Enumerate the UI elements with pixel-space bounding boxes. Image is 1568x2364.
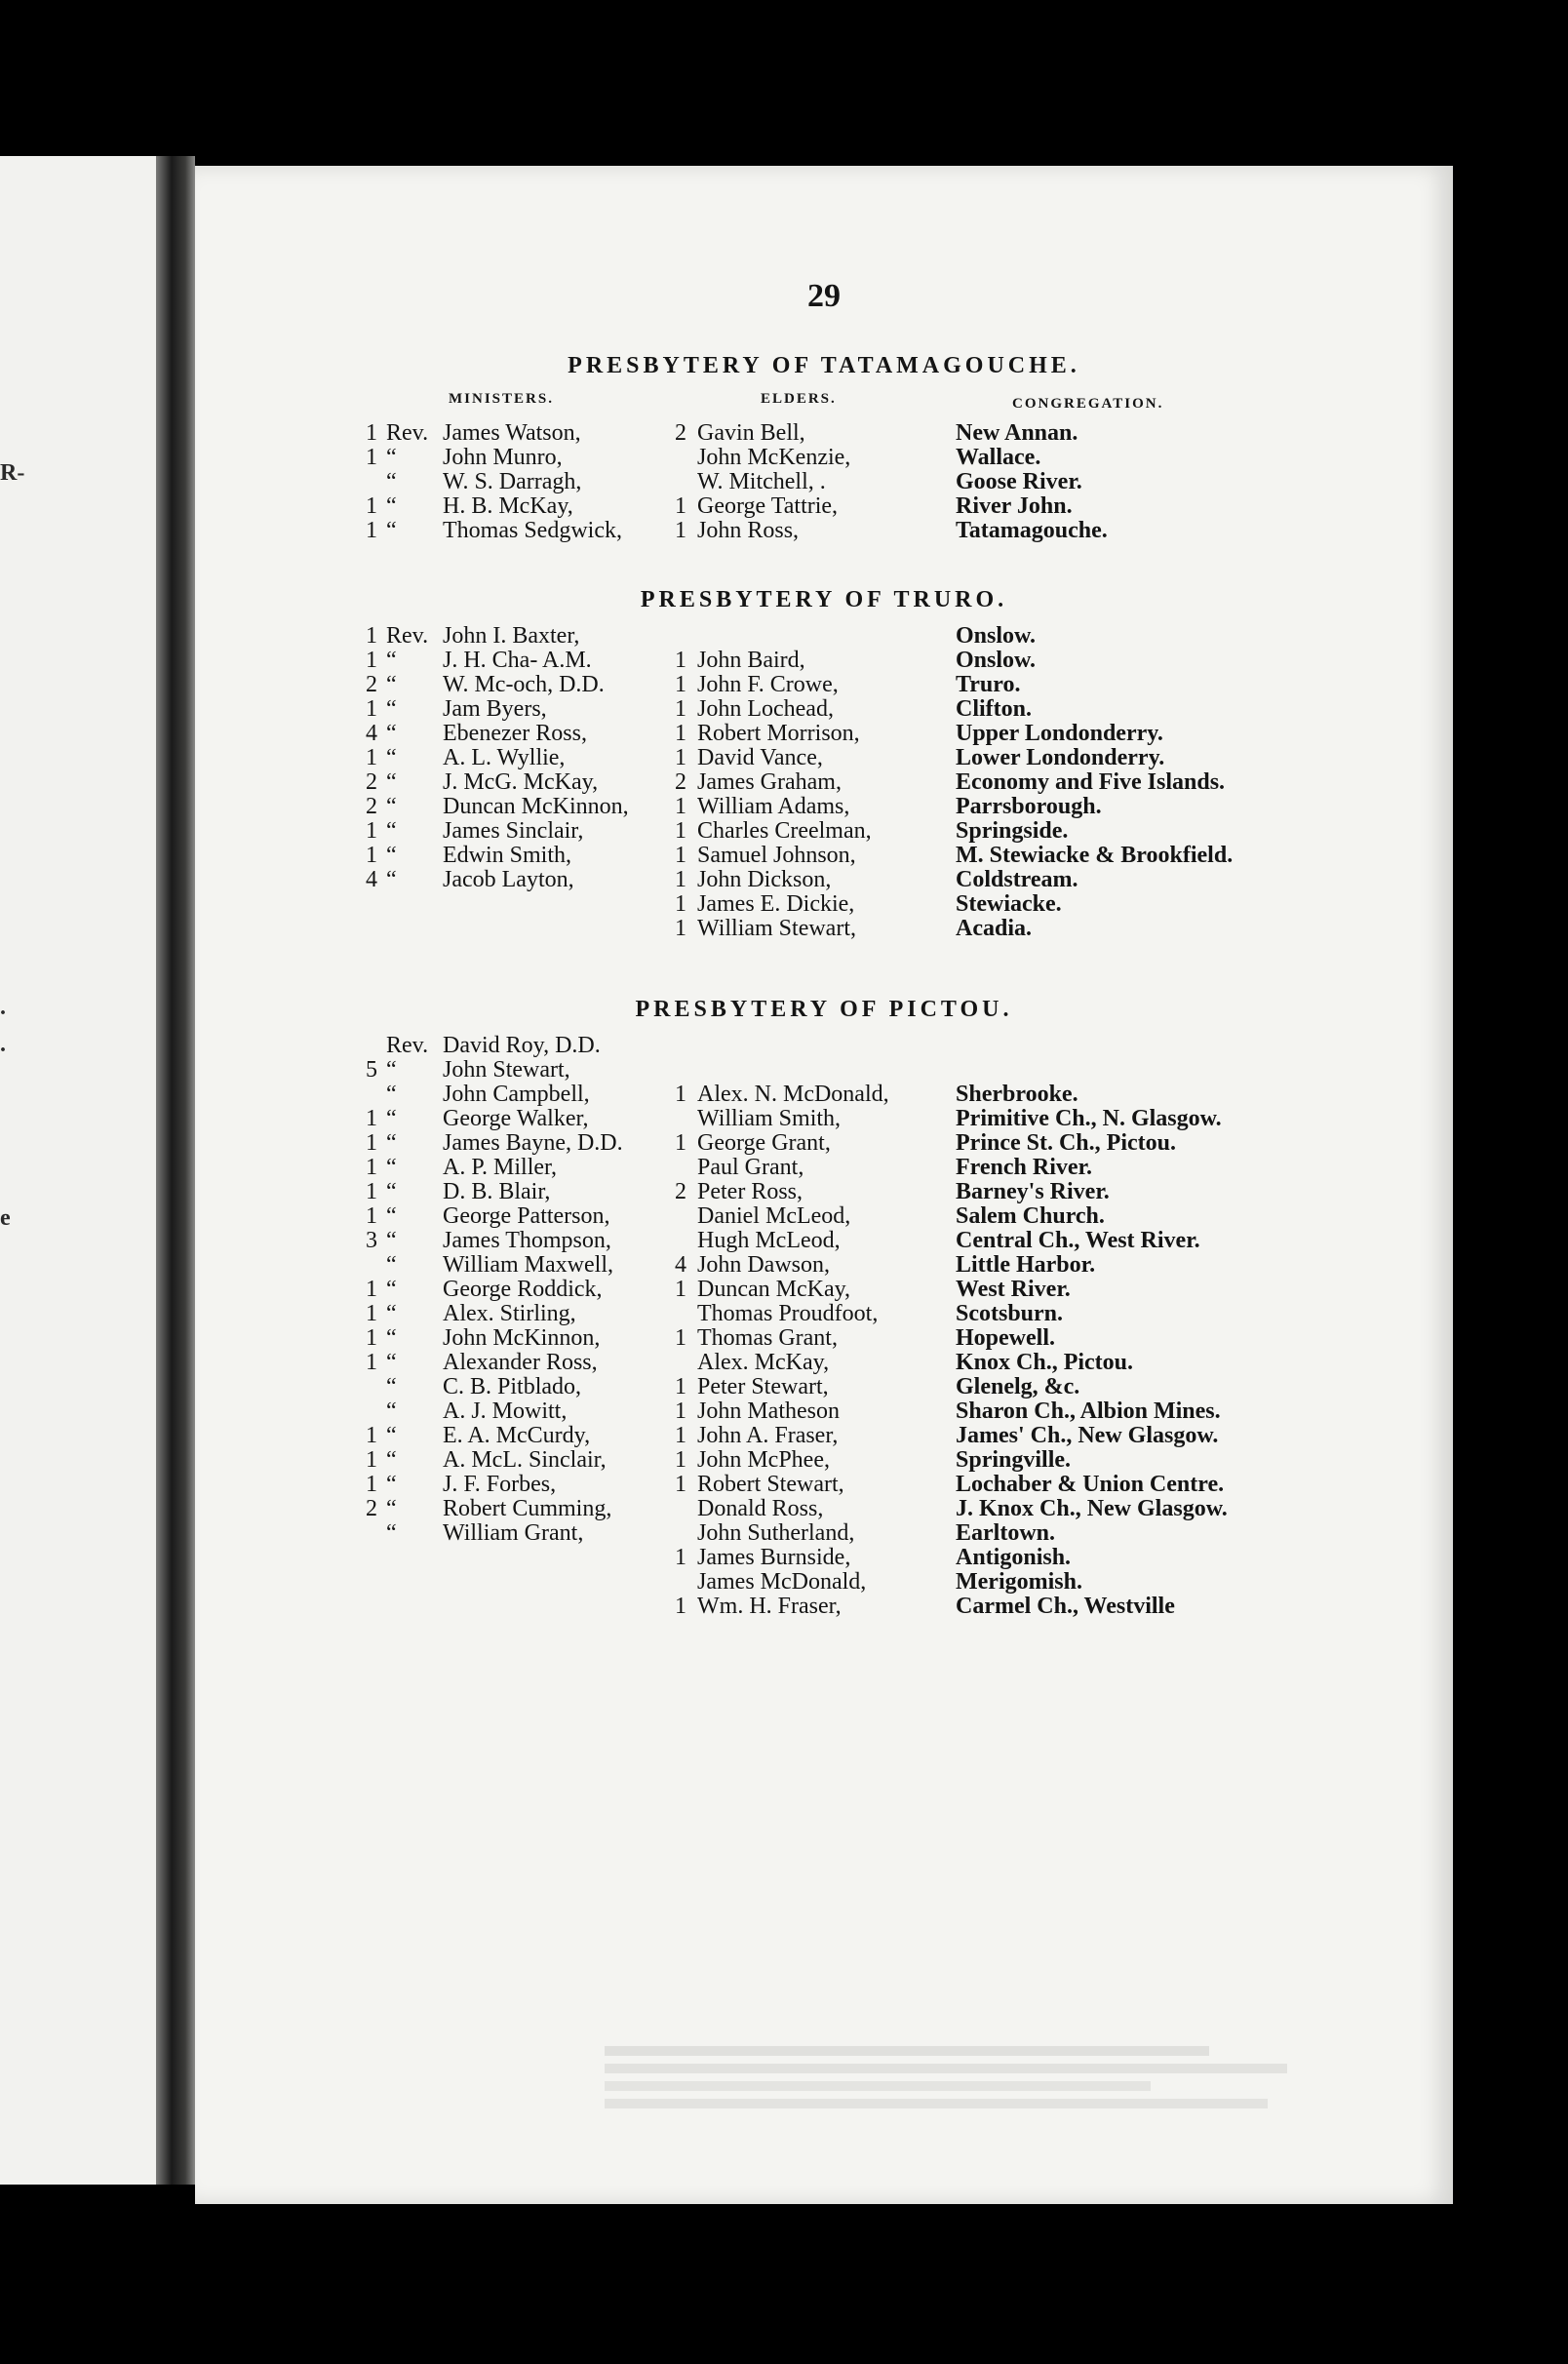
congregation-name: River John. — [956, 493, 1073, 519]
elder-name: William Adams, — [697, 794, 850, 819]
elder-name: John Ross, — [697, 518, 800, 543]
table-row — [195, 1375, 1453, 1399]
elder-name: John A. Fraser, — [697, 1423, 839, 1448]
rev-prefix: “ — [386, 1228, 397, 1253]
congregation-name: Sherbrooke. — [956, 1082, 1078, 1107]
rev-prefix: “ — [386, 1130, 397, 1156]
rev-prefix: “ — [386, 1496, 397, 1521]
congregation-name: Wallace. — [956, 445, 1041, 470]
table-row — [195, 697, 1453, 722]
table-row — [195, 1570, 1453, 1595]
table-row — [195, 917, 1453, 941]
table-row — [195, 649, 1453, 673]
elder-count: 1 — [675, 891, 686, 917]
elder-name: James E. Dickie, — [697, 891, 855, 917]
rev-prefix: Rev. — [386, 420, 429, 446]
minister-count: 1 — [366, 1277, 377, 1302]
congregation-name: Tatamagouche. — [956, 518, 1108, 543]
elder-name: David Vance, — [697, 745, 823, 770]
minister-name: Alexander Ross, — [443, 1350, 598, 1375]
minister-name: George Patterson, — [443, 1203, 610, 1229]
rev-prefix: “ — [386, 843, 397, 868]
congregation-name: Stewiacke. — [956, 891, 1062, 917]
rev-prefix: “ — [386, 1374, 397, 1399]
elder-name: James Burnside, — [697, 1545, 851, 1570]
rev-prefix: “ — [386, 1472, 397, 1497]
elder-name: William Smith, — [697, 1106, 842, 1131]
congregation-name: J. Knox Ch., New Glasgow. — [956, 1496, 1228, 1521]
facing-page-fragment: . — [0, 1032, 6, 1057]
minister-name: A. J. Mowitt, — [443, 1399, 568, 1424]
table-row — [195, 1034, 1453, 1058]
congregation-name: Springside. — [956, 818, 1069, 844]
facing-page-fragment: R- — [0, 460, 25, 486]
elder-count: 2 — [675, 1179, 686, 1204]
minister-name: James Watson, — [443, 420, 581, 446]
minister-count: 1 — [366, 623, 377, 649]
elder-count: 1 — [675, 1545, 686, 1570]
rev-prefix: “ — [386, 1155, 397, 1180]
table-row — [195, 624, 1453, 649]
minister-name: D. B. Blair, — [443, 1179, 551, 1204]
minister-name: C. B. Pitblado, — [443, 1374, 582, 1399]
congregation-name: Onslow. — [956, 648, 1037, 673]
minister-count: 1 — [366, 1325, 377, 1351]
minister-name: J. F. Forbes, — [443, 1472, 557, 1497]
congregation-name: Little Harbor. — [956, 1252, 1096, 1278]
rev-prefix: “ — [386, 518, 397, 543]
minister-count: 1 — [366, 818, 377, 844]
table-row — [195, 1180, 1453, 1204]
minister-count: 1 — [366, 518, 377, 543]
rev-prefix: “ — [386, 1277, 397, 1302]
minister-name: George Roddick, — [443, 1277, 603, 1302]
congregation-name: Clifton. — [956, 696, 1032, 722]
elder-name: John Dawson, — [697, 1252, 830, 1278]
table-row — [195, 722, 1453, 746]
table-row — [195, 1399, 1453, 1424]
rev-prefix: Rev. — [386, 623, 429, 649]
congregation-name: Upper Londonderry. — [956, 721, 1163, 746]
rev-prefix: “ — [386, 1350, 397, 1375]
minister-name: John Munro, — [443, 445, 563, 470]
table-row — [195, 421, 1453, 446]
minister-count: 4 — [366, 867, 377, 892]
elder-name: James Graham, — [697, 769, 842, 795]
minister-name: William Maxwell, — [443, 1252, 613, 1278]
minister-name: William Grant, — [443, 1520, 584, 1546]
elder-name: Hugh McLeod, — [697, 1228, 841, 1253]
congregation-name: Parrsborough. — [956, 794, 1102, 819]
minister-name: Thomas Sedgwick, — [443, 518, 622, 543]
minister-name: Duncan McKinnon, — [443, 794, 629, 819]
column-header-elders: ELDERS. — [761, 391, 837, 407]
minister-name: James Bayne, D.D. — [443, 1130, 623, 1156]
table-row — [195, 1595, 1453, 1619]
elder-count: 1 — [675, 1594, 686, 1619]
elder-count: 1 — [675, 745, 686, 770]
minister-name: H. B. McKay, — [443, 493, 573, 519]
table-row — [195, 519, 1453, 543]
rev-prefix: “ — [386, 1447, 397, 1473]
minister-count: 1 — [366, 1203, 377, 1229]
rev-prefix: “ — [386, 445, 397, 470]
minister-count: 1 — [366, 1423, 377, 1448]
elder-count: 1 — [675, 1423, 686, 1448]
elder-name: John McKenzie, — [697, 445, 851, 470]
elder-name: W. Mitchell, . — [697, 469, 826, 494]
congregation-name: M. Stewiacke & Brookfield. — [956, 843, 1234, 868]
elder-count: 2 — [675, 769, 686, 795]
minister-count: 1 — [366, 745, 377, 770]
minister-count: 1 — [366, 1155, 377, 1180]
elder-count: 1 — [675, 916, 686, 941]
congregation-name: Hopewell. — [956, 1325, 1055, 1351]
elder-name: William Stewart, — [697, 916, 856, 941]
congregation-name: Lower Londonderry. — [956, 745, 1165, 770]
elder-name: Alex. McKay, — [697, 1350, 830, 1375]
minister-name: Robert Cumming, — [443, 1496, 612, 1521]
rev-prefix: “ — [386, 1325, 397, 1351]
table-row — [195, 1424, 1453, 1448]
elder-name: Duncan McKay, — [697, 1277, 851, 1302]
minister-count: 2 — [366, 1496, 377, 1521]
document-page — [195, 166, 1453, 2204]
congregation-name: West River. — [956, 1277, 1071, 1302]
congregation-name: Acadia. — [956, 916, 1032, 941]
table-row — [195, 1253, 1453, 1278]
minister-name: Ebenezer Ross, — [443, 721, 587, 746]
table-row — [195, 1326, 1453, 1351]
elder-name: Paul Grant, — [697, 1155, 804, 1180]
rev-prefix: “ — [386, 1252, 397, 1278]
minister-name: E. A. McCurdy, — [443, 1423, 591, 1448]
table-row — [195, 1229, 1453, 1253]
elder-name: Peter Ross, — [697, 1179, 803, 1204]
minister-count: 1 — [366, 1106, 377, 1131]
congregation-name: Salem Church. — [956, 1203, 1105, 1229]
elder-count: 1 — [675, 1130, 686, 1156]
elder-name: Gavin Bell, — [697, 420, 805, 446]
elder-count: 1 — [675, 1399, 686, 1424]
minister-name: John McKinnon, — [443, 1325, 601, 1351]
elder-name: Charles Creelman, — [697, 818, 872, 844]
minister-count: 3 — [366, 1228, 377, 1253]
minister-name: James Thompson, — [443, 1228, 611, 1253]
section-rows — [195, 421, 1453, 543]
elder-name: John Dickson, — [697, 867, 832, 892]
table-row — [195, 746, 1453, 770]
elder-count: 1 — [675, 696, 686, 722]
facing-page-fragment: e — [0, 1205, 11, 1231]
minister-name: James Sinclair, — [443, 818, 584, 844]
minister-count: 1 — [366, 1472, 377, 1497]
book-gutter — [156, 156, 195, 2185]
elder-count: 1 — [675, 672, 686, 697]
minister-count: 1 — [366, 696, 377, 722]
minister-count: 1 — [366, 1447, 377, 1473]
minister-name: J. H. Cha- A.M. — [443, 648, 592, 673]
table-row — [195, 868, 1453, 892]
elder-count: 1 — [675, 794, 686, 819]
bleed-through-text — [605, 2038, 1365, 2116]
minister-name: W. Mc-och, D.D. — [443, 672, 605, 697]
table-row — [195, 1107, 1453, 1131]
minister-name: A. P. Miller, — [443, 1155, 558, 1180]
section-heading: PRESBYTERY OF TRURO. — [640, 587, 1008, 612]
minister-name: Jacob Layton, — [443, 867, 574, 892]
minister-count: 1 — [366, 1350, 377, 1375]
minister-name: David Roy, D.D. — [443, 1033, 601, 1058]
elder-name: Daniel McLeod, — [697, 1203, 851, 1229]
table-row — [195, 1521, 1453, 1546]
congregation-name: Truro. — [956, 672, 1021, 697]
table-row — [195, 1278, 1453, 1302]
minister-count: 5 — [366, 1057, 377, 1083]
table-row — [195, 446, 1453, 470]
table-row — [195, 494, 1453, 519]
elder-name: John Baird, — [697, 648, 805, 673]
minister-name: John I. Baxter, — [443, 623, 580, 649]
congregation-name: Coldstream. — [956, 867, 1078, 892]
elder-name: Robert Stewart, — [697, 1472, 844, 1497]
elder-name: John McPhee, — [697, 1447, 830, 1473]
table-row — [195, 1058, 1453, 1083]
elder-name: John F. Crowe, — [697, 672, 839, 697]
congregation-name: Prince St. Ch., Pictou. — [956, 1130, 1176, 1156]
rev-prefix: “ — [386, 648, 397, 673]
section-heading: PRESBYTERY OF PICTOU. — [635, 997, 1013, 1022]
congregation-name: Primitive Ch., N. Glasgow. — [956, 1106, 1222, 1131]
rev-prefix: “ — [386, 1301, 397, 1326]
elder-count: 1 — [675, 818, 686, 844]
elder-name: Peter Stewart, — [697, 1374, 829, 1399]
elder-name: Donald Ross, — [697, 1496, 824, 1521]
rev-prefix: “ — [386, 721, 397, 746]
congregation-name: James' Ch., New Glasgow. — [956, 1423, 1219, 1448]
elder-count: 1 — [675, 843, 686, 868]
minister-count: 1 — [366, 1301, 377, 1326]
minister-count: 1 — [366, 1179, 377, 1204]
rev-prefix: “ — [386, 1520, 397, 1546]
elder-count: 1 — [675, 721, 686, 746]
elder-count: 1 — [675, 1472, 686, 1497]
elder-count: 1 — [675, 493, 686, 519]
congregation-name: Merigomish. — [956, 1569, 1082, 1595]
minister-name: J. McG. McKay, — [443, 769, 599, 795]
congregation-name: Antigonish. — [956, 1545, 1072, 1570]
congregation-name: Lochaber & Union Centre. — [956, 1472, 1225, 1497]
minister-count: 1 — [366, 493, 377, 519]
congregation-name: Carmel Ch., Westville — [956, 1594, 1175, 1619]
table-row — [195, 1497, 1453, 1521]
minister-count: 2 — [366, 769, 377, 795]
minister-name: John Stewart, — [443, 1057, 570, 1083]
elder-count: 1 — [675, 648, 686, 673]
section-heading: PRESBYTERY OF TATAMAGOUCHE. — [568, 353, 1080, 378]
table-row — [195, 1351, 1453, 1375]
elder-count: 1 — [675, 1325, 686, 1351]
table-row — [195, 1546, 1453, 1570]
elder-count: 1 — [675, 518, 686, 543]
rev-prefix: “ — [386, 1203, 397, 1229]
congregation-name: Knox Ch., Pictou. — [956, 1350, 1134, 1375]
minister-count: 2 — [366, 672, 377, 697]
page-number: 29 — [807, 278, 841, 314]
minister-count: 4 — [366, 721, 377, 746]
table-row — [195, 470, 1453, 494]
minister-count: 1 — [366, 420, 377, 446]
elder-name: John Matheson — [697, 1399, 840, 1424]
minister-count: 1 — [366, 648, 377, 673]
table-row — [195, 819, 1453, 844]
elder-name: Samuel Johnson, — [697, 843, 856, 868]
congregation-name: New Annan. — [956, 420, 1078, 446]
table-row — [195, 1204, 1453, 1229]
congregation-name: Economy and Five Islands. — [956, 769, 1226, 795]
rev-prefix: “ — [386, 1057, 397, 1083]
rev-prefix: “ — [386, 794, 397, 819]
minister-name: A. McL. Sinclair, — [443, 1447, 607, 1473]
rev-prefix: “ — [386, 769, 397, 795]
congregation-name: Barney's River. — [956, 1179, 1110, 1204]
rev-prefix: “ — [386, 696, 397, 722]
minister-name: W. S. Darragh, — [443, 469, 582, 494]
column-header-ministers: MINISTERS. — [449, 391, 554, 407]
rev-prefix: “ — [386, 867, 397, 892]
rev-prefix: “ — [386, 1106, 397, 1131]
elder-count: 1 — [675, 1447, 686, 1473]
table-row — [195, 770, 1453, 795]
table-row — [195, 795, 1453, 819]
elder-name: Thomas Grant, — [697, 1325, 838, 1351]
table-row — [195, 844, 1453, 868]
minister-name: Alex. Stirling, — [443, 1301, 576, 1326]
section-rows — [195, 624, 1453, 941]
section-rows — [195, 1034, 1453, 1619]
elder-count: 1 — [675, 1277, 686, 1302]
rev-prefix: “ — [386, 818, 397, 844]
rev-prefix: “ — [386, 1082, 397, 1107]
congregation-name: Springville. — [956, 1447, 1072, 1473]
congregation-name: French River. — [956, 1155, 1092, 1180]
congregation-name: Central Ch., West River. — [956, 1228, 1200, 1253]
rev-prefix: “ — [386, 745, 397, 770]
minister-name: George Walker, — [443, 1106, 589, 1131]
rev-prefix: “ — [386, 493, 397, 519]
minister-count: 1 — [366, 445, 377, 470]
table-row — [195, 1156, 1453, 1180]
table-row — [195, 1131, 1453, 1156]
elder-name: John Lochead, — [697, 696, 834, 722]
table-row — [195, 673, 1453, 697]
table-row — [195, 1302, 1453, 1326]
elder-name: Wm. H. Fraser, — [697, 1594, 842, 1619]
column-header-congregation: CONGREGATION. — [1012, 396, 1164, 412]
minister-name: John Campbell, — [443, 1082, 590, 1107]
minister-name: Edwin Smith, — [443, 843, 572, 868]
rev-prefix: “ — [386, 672, 397, 697]
minister-count: 1 — [366, 843, 377, 868]
congregation-name: Scotsburn. — [956, 1301, 1064, 1326]
congregation-name: Glenelg, &c. — [956, 1374, 1080, 1399]
elder-count: 1 — [675, 1374, 686, 1399]
table-row — [195, 1448, 1453, 1473]
minister-count: 2 — [366, 794, 377, 819]
elder-name: James McDonald, — [697, 1569, 867, 1595]
table-row — [195, 892, 1453, 917]
congregation-name: Onslow. — [956, 623, 1037, 649]
table-row — [195, 1083, 1453, 1107]
elder-name: John Sutherland, — [697, 1520, 855, 1546]
congregation-name: Sharon Ch., Albion Mines. — [956, 1399, 1221, 1424]
facing-page-fragment: . — [0, 995, 6, 1020]
elder-count: 1 — [675, 867, 686, 892]
elder-name: George Tattrie, — [697, 493, 839, 519]
elder-name: Alex. N. McDonald, — [697, 1082, 889, 1107]
elder-name: Robert Morrison, — [697, 721, 860, 746]
elder-name: George Grant, — [697, 1130, 831, 1156]
rev-prefix: “ — [386, 1179, 397, 1204]
rev-prefix: “ — [386, 1399, 397, 1424]
minister-name: A. L. Wyllie, — [443, 745, 566, 770]
congregation-name: Goose River. — [956, 469, 1082, 494]
table-row — [195, 1473, 1453, 1497]
minister-name: Jam Byers, — [443, 696, 547, 722]
elder-count: 4 — [675, 1252, 686, 1278]
rev-prefix: Rev. — [386, 1033, 429, 1058]
rev-prefix: “ — [386, 469, 397, 494]
congregation-name: Earltown. — [956, 1520, 1055, 1546]
elder-count: 1 — [675, 1082, 686, 1107]
elder-name: Thomas Proudfoot, — [697, 1301, 879, 1326]
rev-prefix: “ — [386, 1423, 397, 1448]
facing-page — [0, 156, 156, 2185]
elder-count: 2 — [675, 420, 686, 446]
minister-count: 1 — [366, 1130, 377, 1156]
